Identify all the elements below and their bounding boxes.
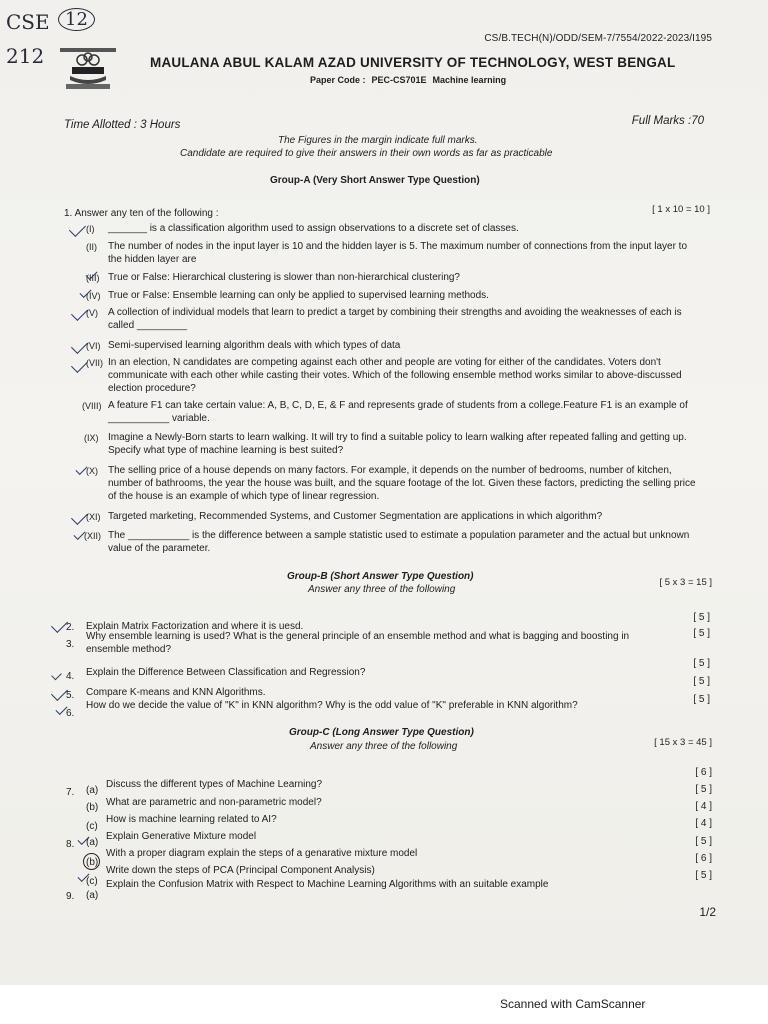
tick-mark [71,304,88,321]
question-1-i: _______ is a classification algorithm used to assign observations to a discrete set of classes. [108,223,519,234]
question-number: 5. [66,690,75,701]
question-8c-marks: [ 6 ] [695,853,712,864]
handwritten-circled-number: 12 [58,8,95,31]
sub-label: (c) [86,876,98,887]
question-1-xii: The ___________ is the difference between a sample statistic used to estimate a population parameter and the actual but unknown value of the parameter. [108,530,690,554]
question-7c-marks: [ 4 ] [695,801,712,812]
scanner-watermark: Scanned with CamScanner [500,997,646,1011]
group-a-title: Group-A (Very Short Answer Type Question) [270,175,480,186]
question-3: Why ensemble learning is used? What is the general principle of an ensemble method and what is bagging and boosting in ensemble method? [86,631,630,655]
question-8a: Explain Generative Mixture model [106,831,257,842]
question-4: Explain the Difference Between Classification and Regression? [86,667,366,678]
paper-code-line [310,75,512,85]
question-1-x: The selling price of a house depends on many factors. For example, it depends on the number of bedrooms, number of kitchen, number of bathrooms, the year the house was built, and the square footage of the lot. Given these factors, predicting the selling price of the house is an example of which type of linear regression. [108,465,696,502]
question-1: 1. Answer any ten of the following : [64,208,219,219]
sub-label: (a) [86,785,99,796]
group-c-marks: [ 15 x 3 = 45 ] [654,737,712,748]
question-6: How do we decide the value of "K" in KNN algorithm? Why is the odd value of "K" preferable in KNN algorithm? [86,700,578,711]
paper-code-label: Paper Code : [310,75,366,85]
question-7b-marks: [ 5 ] [695,784,712,795]
item-number: (VII) [86,358,103,368]
item-number: (XII) [84,531,101,541]
paper-reference-code: CS/B.TECH(N)/ODD/SEM-7/7554/2022-2023/I195 [484,33,712,44]
question-1-ii: The number of nodes in the input layer is 10 and the hidden layer is 5. The maximum number of connections from the input layer to the hidden layer are [108,241,688,265]
sub-label: (c) [86,821,98,832]
group-c-instruction: Answer any three of the following [310,741,458,752]
item-number: (XI) [86,512,101,522]
question-number: 2. [66,622,75,633]
handwritten-circle-mark [83,853,100,870]
tick-mark [69,220,86,237]
question-7a: Discuss the different types of Machine Learning? [106,779,323,790]
question-7a-marks: [ 6 ] [695,767,712,778]
item-number: (III) [86,273,100,283]
question-9a-marks: [ 5 ] [695,870,712,881]
item-number: (I) [86,224,95,234]
time-allotted: Time Allotted : 3 Hours [64,119,181,131]
sub-label: (b) [86,802,99,813]
question-8b: With a proper diagram explain the steps of a genarative mixture model [106,848,418,859]
question-8a-marks: [ 4 ] [695,818,712,829]
instructions-note: Candidate are required to give their answers in their own words as far as practicable [180,148,553,159]
question-number: 3. [66,639,75,650]
sub-label: (a) [86,837,99,848]
item-number: (V) [86,308,98,318]
university-logo [58,46,118,92]
item-number: (VI) [86,341,101,351]
tick-mark [51,670,62,681]
item-number: (IV) [86,291,101,301]
full-marks: Full Marks :70 [631,115,704,127]
question-1-v: A collection of individual models that learn to predict a target by combining their strengths and avoiding the weaknesses of each is called _________ [108,307,682,331]
question-2-marks: [ 5 ] [693,612,710,623]
paper-code: PEC-CS701E [371,75,427,85]
tick-mark [71,337,88,354]
question-2: Explain Matrix Factorization and where it is uesd. [86,621,304,632]
item-number: (VIII) [82,401,102,411]
page-number: 1/2 [699,905,716,919]
tick-mark [71,508,88,525]
group-b-title: Group-B (Short Answer Type Question) [287,571,474,582]
question-1-vii: In an election, N candidates are competing against each other and people are voting for either of the candidates. Voters don't communicate with each other while casting their votes. Which of the following ensemble method works similar to above-discussed election procedure? [108,357,682,394]
question-number: 6. [66,708,75,719]
group-b-marks: [ 5 x 3 = 15 ] [659,577,712,588]
margin-note: The Figures in the margin indicate full marks. [278,135,478,146]
question-3-marks: [ 5 ] [693,628,710,639]
item-number: (II) [86,242,97,252]
group-c-title: Group-C (Long Answer Type Question) [289,727,474,738]
paper-subject: Machine learning [432,75,507,85]
question-1-xi: Targeted marketing, Recommended Systems, and Customer Segmentation are applications in which algorithm? [108,511,603,522]
sub-label: (a) [86,890,99,901]
question-number: 7. [66,787,75,798]
question-5-marks: [ 5 ] [693,676,710,687]
item-number: (X) [86,466,98,476]
university-name: MAULANA ABUL KALAM AZAD UNIVERSITY OF TECHNOLOGY, WEST BENGAL [150,55,676,70]
question-9a: Explain the Confusion Matrix with Respect to Machine Learning Algorithms with an suitable example [106,879,549,890]
question-1-iii: True or False: Hierarchical clustering is slower than non-hierarchical clustering? [108,272,460,283]
question-1-viii: A feature F1 can take certain value: A, B, C, D, E, & F and represents grade of students from a college.Feature F1 is an example of ___________ variable. [108,400,688,424]
question-number: 4. [66,671,75,682]
item-number: (IX) [84,433,99,443]
question-number: 9. [66,891,75,902]
handwritten-roll: 212 [6,44,45,68]
question-8b-marks: [ 5 ] [695,836,712,847]
sub-label: (b) [86,857,99,868]
group-b-instruction: Answer any three of the following [308,584,456,595]
question-8c: Write down the steps of PCA (Principal Component Analysis) [106,865,375,876]
question-1-ix: Imagine a Newly-Born starts to learn walking. It will try to find a suitable policy to learn walking after repeated falling and getting up. Specify what type of machine learning is best suited? [108,432,687,456]
question-5: Compare K-means and KNN Algorithms. [86,687,266,698]
handwritten-subject: CSE [6,10,50,34]
question-number: 8. [66,839,75,850]
group-a-marks: [ 1 x 10 = 10 ] [652,204,710,215]
question-7b: What are parametric and non-parametric model? [106,797,322,808]
question-1-vi: Semi-supervised learning algorithm deals with which types of data [108,340,401,351]
question-1-iv: True or False: Ensemble learning can only be applied to supervised learning methods. [108,290,489,301]
question-4-marks: [ 5 ] [693,658,710,669]
question-6-marks: [ 5 ] [693,694,710,705]
question-7c: How is machine learning related to AI? [106,814,277,825]
